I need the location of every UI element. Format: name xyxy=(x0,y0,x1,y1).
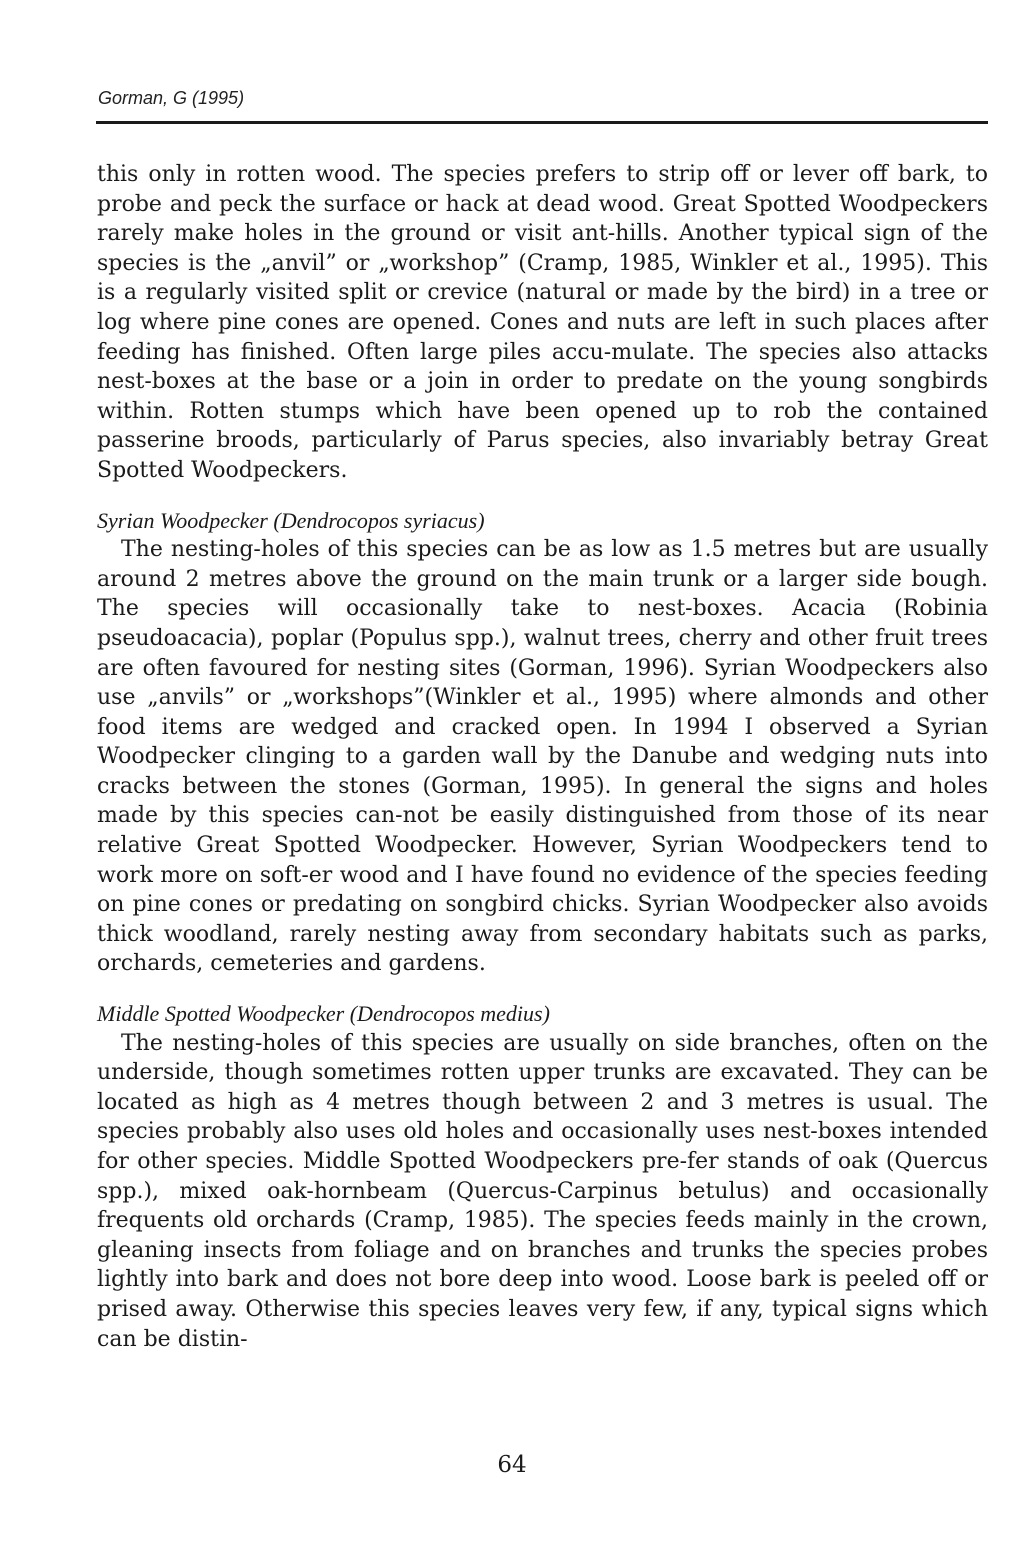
section-heading-syrian-woodpecker: Syrian Woodpecker (Dendrocopos syriacus) xyxy=(97,507,485,533)
paragraph-syrian-woodpecker: The nesting-holes of this species can be as low as 1.5 metres but are usually around 2 metres above the ground on the main trunk or a larger side bough. The species will occasionally take to nest-boxes. Acacia (Robinia pseudoacacia), poplar (Populus spp.), walnut trees, cherry and other fruit trees are often favoured for nesting sites (Gorman, 1996). Syrian Woodpeckers also use „anvils” or „workshops”(Winkler et al., 1995) where almonds and other food items are wedged and cracked open. In 1994 I observed a Syrian Woodpecker clinging to a garden wall by the Danube and wedging nuts into cracks between the stones (Gorman, 1995). In general the signs and holes made by this species can-not be easily distinguished from those of its near relative Great Spotted Woodpecker. However, Syrian Woodpeckers tend to work more on soft-er wood and I have found no evidence of the species feeding on pine cones or predating on songbird chicks. Syrian Woodpecker also avoids thick woodland, rarely nesting away from secondary habitats such as parks, orchards, cemeteries and gardens. xyxy=(97,537,988,977)
running-head: Gorman, G (1995) xyxy=(98,88,245,108)
section-heading-middle-spotted-woodpecker: Middle Spotted Woodpecker (Dendrocopos medius) xyxy=(97,1001,550,1027)
paragraph-great-spotted-continued: this only in rotten wood. The species prefers to strip off or lever off bark, to probe and peck the surface or hack at dead wood. Great Spotted Woodpeckers rarely make holes in the ground or visit ant-hills. Another typical sign of the species is the „anvil” or „workshop” (Cramp, 1985, Winkler et al., 1995). This is a regularly visited split or crevice (natural or made by the bird) in a tree or log where pine cones are opened. Cones and nuts are left in such places after feeding has finished. Often large piles accu-mulate. The species also attacks nest-boxes at the base or a join in order to predate on the young songbirds within. Rotten stumps which have been opened up to rob the contained passerine broods, particularly of Parus species, also invariably betray Great Spotted Woodpeckers. xyxy=(97,162,988,483)
page-body xyxy=(97,160,988,1354)
header-rule xyxy=(96,121,988,124)
paragraph-middle-spotted-woodpecker: The nesting-holes of this species are usually on side branches, often on the underside, though sometimes rotten upper trunks are excavated. They can be located as high as 4 metres though between 2 and 3 metres is usual. The species probably also uses old holes and occasionally uses nest-boxes intended for other species. Middle Spotted Woodpeckers pre-fer stands of oak (Quercus spp.), mixed oak-hornbeam (Quercus-Carpinus betulus) and occasionally frequents old orchards (Cramp, 1985). The species feeds mainly in the crown, gleaning insects from foliage and on branches and trunks the species probes lightly into bark and does not bore deep into wood. Loose bark is peeled off or prised away. Otherwise this species leaves very few, if any, typical signs which can be distin- xyxy=(97,1030,988,1352)
page-number: 64 xyxy=(497,1452,527,1478)
